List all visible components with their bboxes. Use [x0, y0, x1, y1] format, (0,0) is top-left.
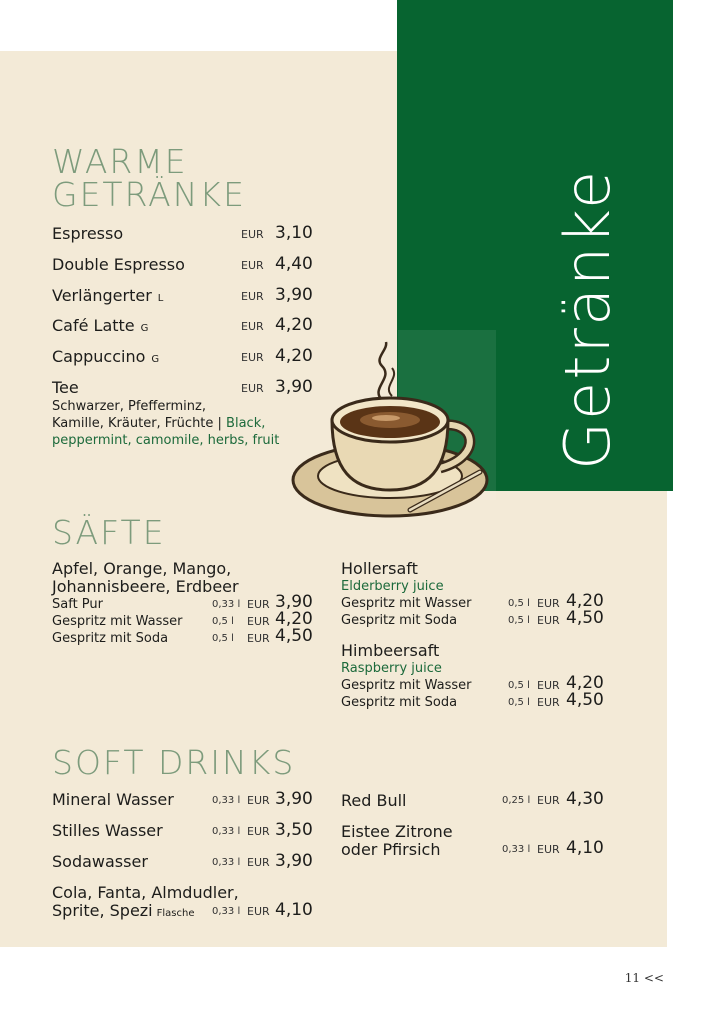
warm-item-name	[52, 378, 79, 398]
section-title-juices: SÄFTE	[52, 513, 166, 552]
tea-description-de: Kamille, Kräuter, Früchte |	[52, 416, 227, 431]
row-currency: EUR	[247, 632, 270, 645]
row-currency: EUR	[537, 597, 560, 610]
row-label: Gespritz mit Soda	[52, 631, 169, 646]
warm-item-name	[52, 224, 123, 244]
row-volume: 0,5 l	[508, 598, 530, 609]
juice-flavors-line2: Johannisbeere, Erdbeer	[52, 577, 239, 596]
warm-item-tag: L	[157, 292, 164, 304]
warm-item-currency: EUR	[241, 289, 264, 303]
row-price: 3,90	[275, 592, 313, 612]
warm-item-price: 3,90	[275, 377, 313, 397]
warm-item-name	[52, 286, 163, 309]
cola-currency: EUR	[247, 905, 270, 918]
soft-drink-price: 3,90	[275, 851, 313, 871]
eistee-currency: EUR	[537, 843, 560, 856]
redbull-price: 4,30	[566, 789, 604, 809]
cola-name-line1: Cola, Fanta, Almdudler,	[52, 883, 239, 902]
warm-item-price: 4,40	[275, 253, 313, 274]
row-volume: 0,5 l	[212, 633, 234, 644]
soft-drink-price: 3,50	[275, 820, 313, 840]
row-currency: EUR	[537, 679, 560, 692]
row-label: Gespritz mit Soda	[341, 695, 458, 710]
soft-drink-currency: EUR	[247, 794, 270, 807]
tea-description-line1: Schwarzer, Pfefferminz,	[52, 399, 206, 414]
row-label: Gespritz mit Wasser	[52, 614, 183, 629]
row-price: 4,20	[566, 591, 604, 611]
eistee-price: 4,10	[566, 838, 604, 858]
warm-item-price: 3,90	[275, 284, 313, 305]
row-price: 4,50	[275, 626, 313, 646]
row-price: 4,50	[566, 690, 604, 710]
warm-item-name	[52, 347, 159, 370]
eistee-name-line1: Eistee Zitrone	[341, 822, 453, 841]
soft-drink-name: Stilles Wasser	[52, 821, 163, 840]
soft-drink-price: 3,90	[275, 789, 313, 809]
redbull-currency: EUR	[537, 794, 560, 807]
warm-item-currency: EUR	[241, 320, 264, 334]
warm-item-label: Tee	[52, 378, 79, 397]
row-label: Gespritz mit Wasser	[341, 678, 472, 693]
row-currency: EUR	[537, 696, 560, 709]
warm-item-label: Verlängerter	[52, 285, 152, 305]
tea-description-english: peppermint, camomile, herbs, fruit	[52, 433, 280, 448]
cola-price: 4,10	[275, 900, 313, 920]
himbeer-name: Himbeersaft	[341, 641, 440, 660]
row-currency: EUR	[537, 614, 560, 627]
eistee-name-line2: oder Pfirsich	[341, 840, 441, 859]
tea-description-line2	[52, 415, 265, 432]
soft-drink-name: Mineral Wasser	[52, 790, 174, 809]
warm-item-currency: EUR	[241, 351, 264, 365]
warm-item-tag: G	[140, 323, 149, 335]
tea-description-en-part: Black,	[226, 416, 266, 431]
row-volume: 0,5 l	[212, 616, 234, 627]
warm-item-label: Cappuccino	[52, 347, 146, 367]
section-title-soft-drinks: SOFT DRINKS	[52, 743, 296, 782]
soft-drink-name: Sodawasser	[52, 852, 148, 871]
section-title-warm-line2: GETRÄNKE	[52, 175, 246, 214]
juice-flavors-line1: Apfel, Orange, Mango,	[52, 559, 232, 578]
page-number: 11 <<	[624, 971, 664, 985]
warm-item-currency: EUR	[241, 382, 264, 395]
warm-item-label: Double Espresso	[52, 254, 185, 274]
soft-drink-volume: 0,33 l	[212, 857, 241, 868]
redbull-volume: 0,25 l	[502, 795, 531, 806]
row-currency: EUR	[247, 598, 270, 611]
row-price: 4,50	[566, 608, 604, 628]
warm-item-label: Café Latte	[52, 316, 135, 336]
row-volume: 0,33 l	[212, 599, 241, 610]
warm-item-tag: G	[151, 354, 160, 366]
row-volume: 0,5 l	[508, 697, 530, 708]
soft-drink-currency: EUR	[247, 856, 270, 869]
holler-name: Hollersaft	[341, 559, 418, 578]
redbull-name: Red Bull	[341, 791, 407, 810]
himbeer-english: Raspberry juice	[341, 661, 442, 676]
section-title-warm-line1: WARME	[52, 142, 188, 181]
warm-item-name	[52, 316, 148, 339]
cola-note: Flasche	[156, 908, 195, 919]
soft-drink-volume: 0,33 l	[212, 826, 241, 837]
row-label: Gespritz mit Soda	[341, 613, 458, 628]
warm-item-price: 4,20	[275, 315, 313, 336]
warm-item-price: 4,20	[275, 346, 313, 367]
soft-drink-currency: EUR	[247, 825, 270, 838]
row-label: Gespritz mit Wasser	[341, 596, 472, 611]
warm-item-name	[52, 255, 185, 275]
warm-item-price: 3,10	[275, 223, 313, 243]
row-volume: 0,5 l	[508, 680, 530, 691]
warm-item-label: Espresso	[52, 224, 124, 243]
cola-name-line2	[52, 901, 194, 924]
row-label: Saft Pur	[52, 597, 103, 612]
page-title: Getränke	[551, 168, 624, 470]
cola-volume: 0,33 l	[212, 906, 241, 917]
coffee-cup-illustration	[290, 330, 500, 535]
cola-name-text: Sprite, Spezi	[52, 901, 153, 920]
warm-item-currency: EUR	[241, 258, 264, 272]
soft-drink-volume: 0,33 l	[212, 795, 241, 806]
warm-item-currency: EUR	[241, 228, 264, 241]
holler-english: Elderberry juice	[341, 579, 444, 594]
row-price: 4,20	[566, 673, 604, 693]
row-price: 4,20	[275, 609, 313, 629]
eistee-volume: 0,33 l	[502, 844, 531, 855]
row-currency: EUR	[247, 615, 270, 628]
row-volume: 0,5 l	[508, 615, 530, 626]
